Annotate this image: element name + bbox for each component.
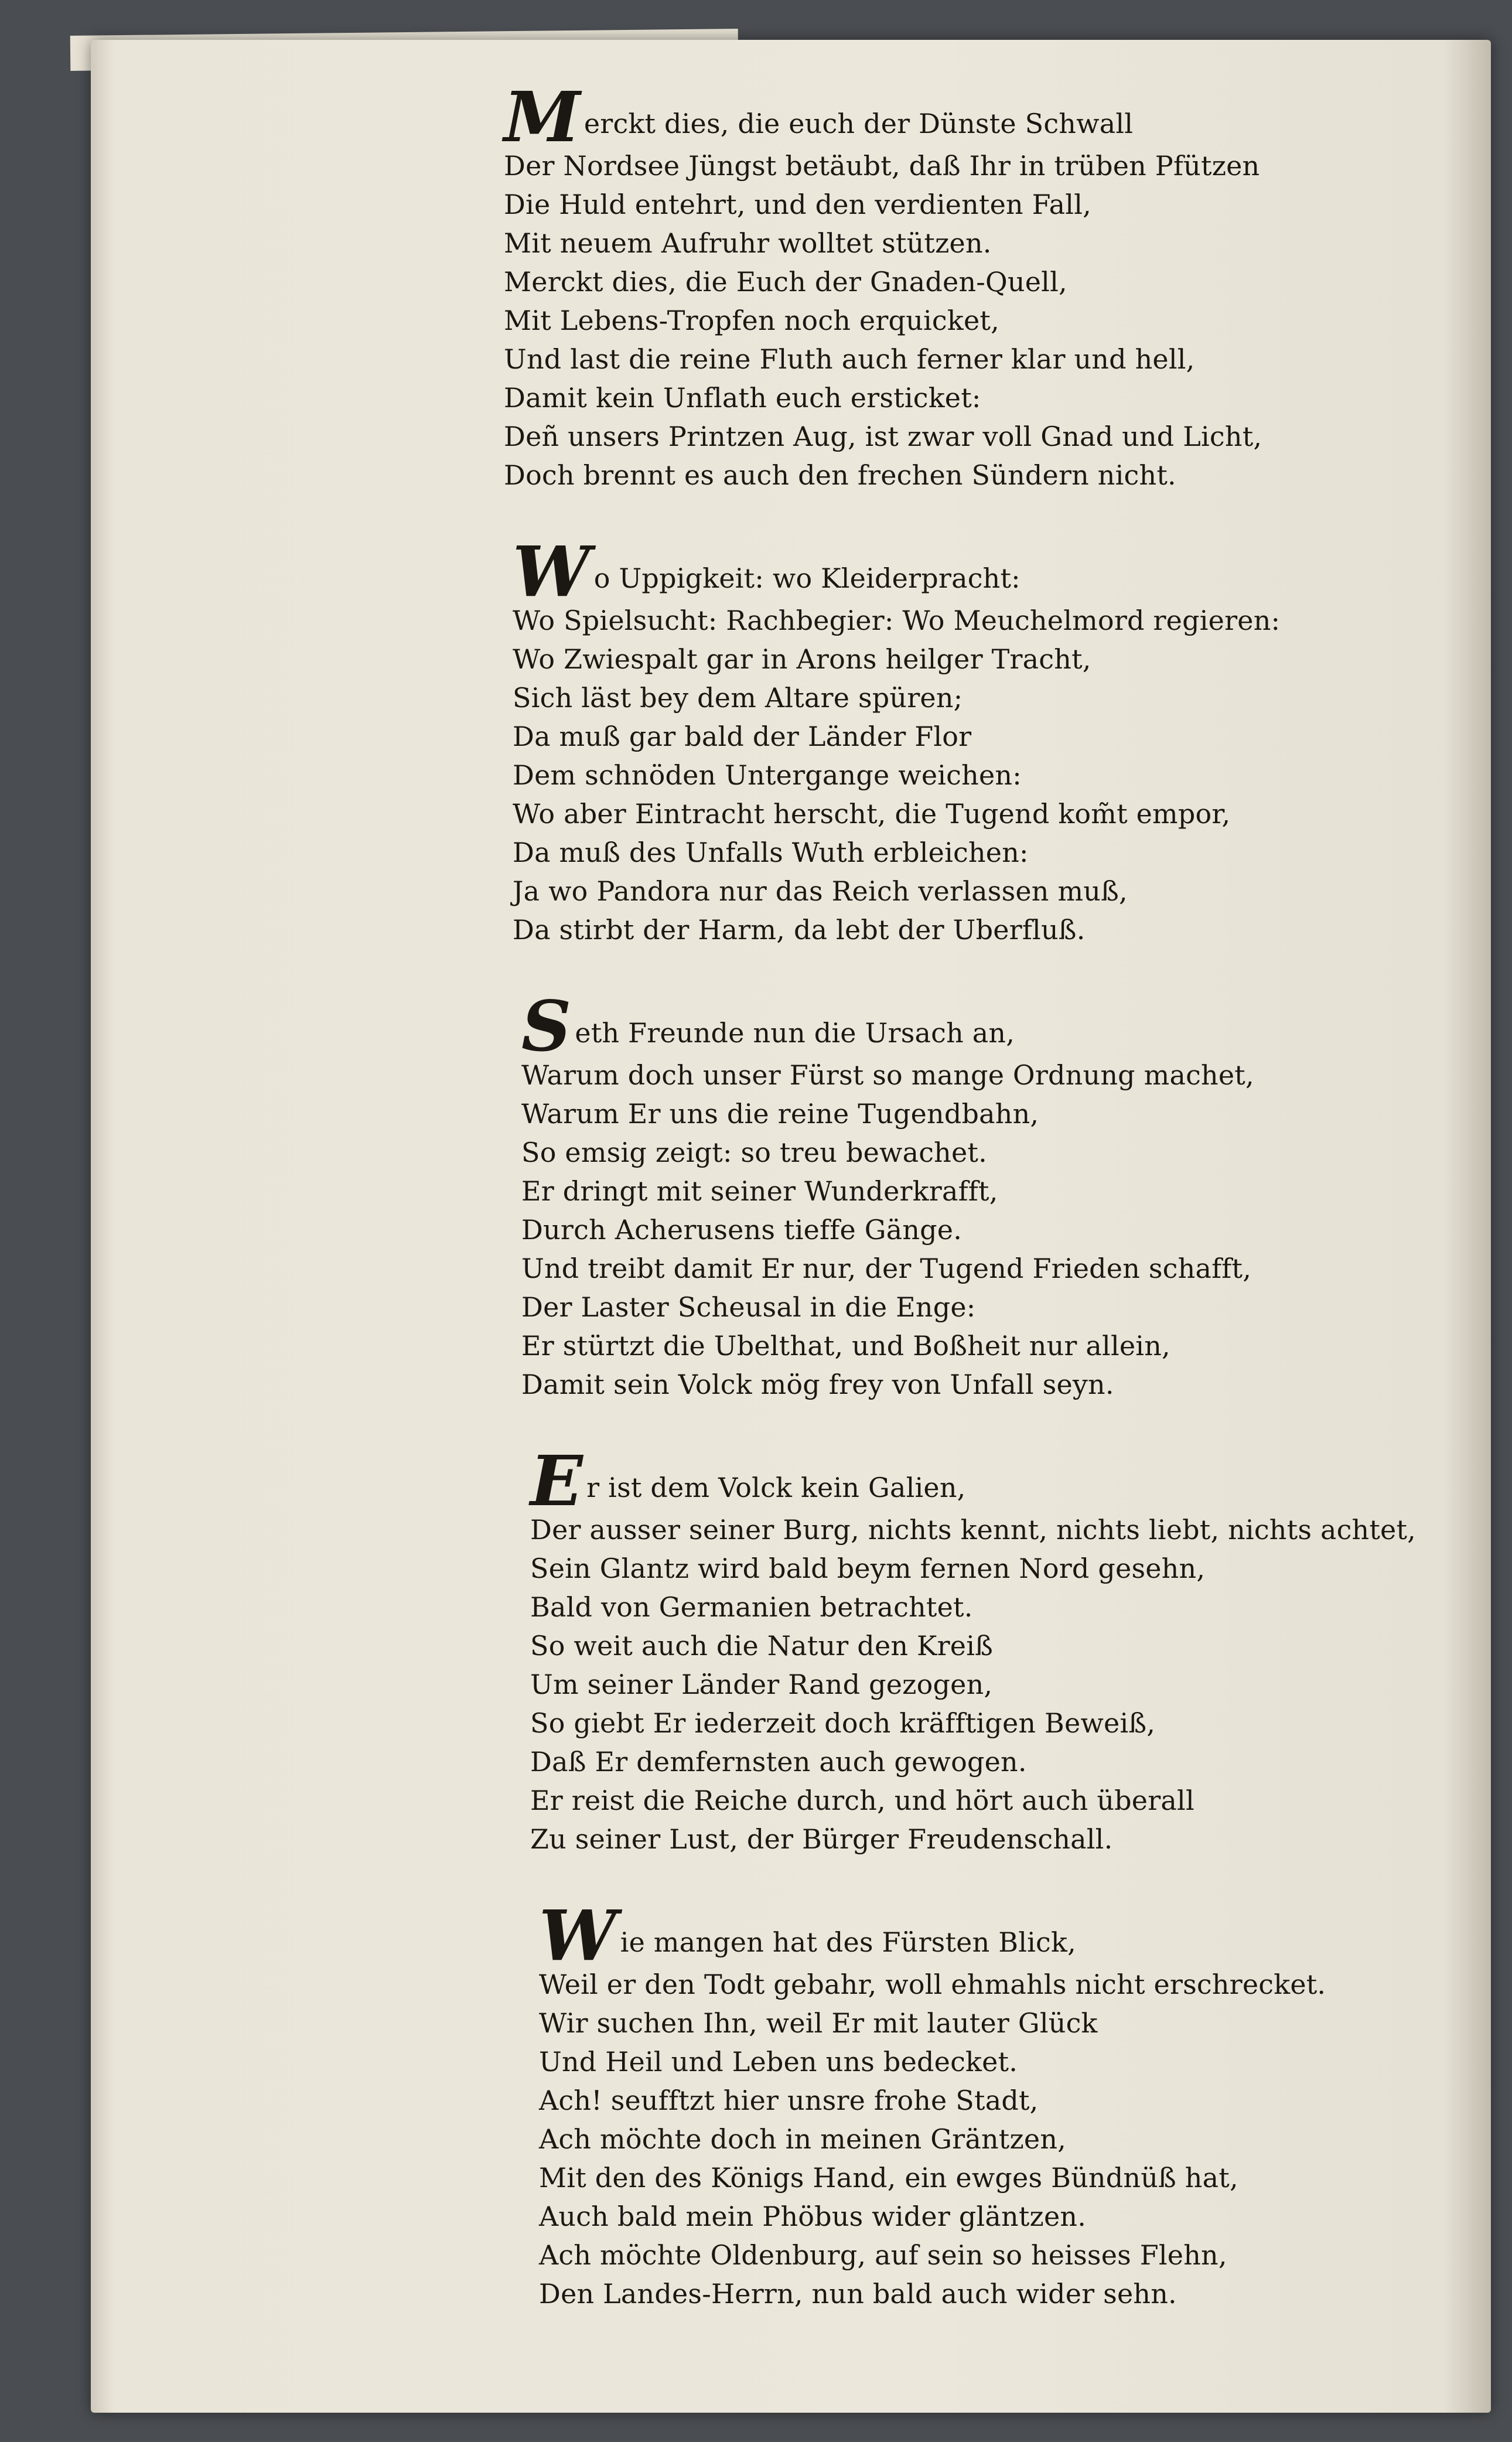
stanza-line: Sein Glantz wird bald beym fernen Nord gesehn, (530, 1553, 1206, 1584)
stanza-line: Deñ unsers Printzen Aug, ist zwar voll Gnad und Licht, (504, 421, 1262, 452)
stanza-line: Er dringt mit seiner Wunderkrafft, (521, 1175, 998, 1207)
stanza-5 (539, 1895, 1383, 2313)
stanza-line: Damit sein Volck mög frey von Unfall seyn. (521, 1369, 1114, 1400)
stanza-line: Und Heil und Leben uns bedecket. (539, 2046, 1018, 2078)
stanza-line: So emsig zeigt: so treu bewachet. (521, 1137, 987, 1168)
stanza-line: Er reist die Reiche durch, und hört auch überall (530, 1785, 1194, 1816)
stanza-line: Da muß gar bald der Länder Flor (513, 721, 972, 752)
stanza-line: Mit Lebens-Tropfen noch erquicket, (504, 305, 999, 336)
line-text: o Uppigkeit: wo Kleiderpracht: (593, 562, 1020, 594)
stanza-line: Weil er den Todt gebahr, woll ehmahls nicht erschrecket. (539, 1969, 1326, 2000)
stanza-line: Sich läst bey dem Altare spüren; (513, 682, 963, 714)
stanza-line: Er stürtzt die Ubelthat, und Boßheit nur allein, (521, 1330, 1170, 1362)
page-shadow-edge (1444, 40, 1491, 2413)
stanza-line: Da muß des Unfalls Wuth erbleichen: (513, 837, 1029, 868)
stanza-line: Und treibt damit Er nur, der Tugend Frieden schafft, (521, 1253, 1252, 1284)
stanza-line: Warum doch unser Fürst so mange Ordnung machet, (521, 1059, 1254, 1091)
stanza-line: Um seiner Länder Rand gezogen, (530, 1669, 993, 1700)
stanza-line (521, 985, 1383, 1067)
stanza-line: So weit auch die Natur den Kreiß (530, 1630, 994, 1662)
stanza-line: Doch brennt es auch den frechen Sündern nicht. (504, 459, 1176, 491)
drop-cap-initial: W (539, 1895, 617, 1976)
stanza-line: Der Nordsee Jüngst betäubt, daß Ihr in trüben Pfützen (504, 150, 1260, 182)
stanza-2 (513, 531, 1383, 949)
stanza-line (530, 1440, 1383, 1522)
drop-cap-initial: S (521, 985, 572, 1067)
stanza-line: Ja wo Pandora nur das Reich verlassen muß, (513, 875, 1128, 907)
stanza-line (513, 531, 1383, 612)
stanza-line: Ach möchte doch in meinen Gräntzen, (539, 2123, 1067, 2155)
stanza-line: Zu seiner Lust, der Bürger Freudenschall. (530, 1823, 1113, 1855)
stanza-line: Durch Acherusens tieffe Gänge. (521, 1214, 963, 1246)
drop-cap-initial: E (530, 1440, 583, 1522)
stanza-line: Der Laster Scheusal in die Enge: (521, 1291, 976, 1323)
stanza-line: Mit den des Königs Hand, ein ewges Bündnüß hat, (539, 2162, 1238, 2194)
stanza-line: Dem schnöden Untergange weichen: (513, 759, 1022, 791)
stanza-line: Und last die reine Fluth auch ferner klar und hell, (504, 343, 1195, 375)
poem-text (410, 76, 1416, 2361)
stanza-line: Merckt dies, die Euch der Gnaden-Quell, (504, 266, 1067, 298)
stanza-line: Warum Er uns die reine Tugendbahn, (521, 1098, 1039, 1130)
line-text: erckt dies, die euch der Dünste Schwall (583, 108, 1134, 139)
line-text: eth Freunde nun die Ursach an, (575, 1017, 1015, 1049)
stanza-line: Wir suchen Ihn, weil Er mit lauter Glück (539, 2007, 1098, 2039)
stanza-line: Wo Spielsucht: Rachbegier: Wo Meuchelmord regieren: (513, 605, 1281, 636)
stanza-3 (521, 985, 1383, 1404)
stanza-1 (504, 76, 1383, 494)
stanza-4 (530, 1440, 1416, 1858)
stanza-line: Auch bald mein Phöbus wider gläntzen. (539, 2201, 1087, 2232)
drop-cap-initial: W (513, 531, 591, 612)
stanza-line: Damit kein Unflath euch ersticket: (504, 382, 981, 414)
stanza-line: Wo aber Eintracht herscht, die Tugend kom̃t empor, (513, 798, 1231, 830)
stanza-line (504, 76, 1383, 158)
stanza-line: Da stirbt der Harm, da lebt der Uberfluß. (513, 914, 1086, 946)
stanza-line: Wo Zwiespalt gar in Arons heilger Tracht, (513, 643, 1091, 675)
stanza-line: Ach möchte Oldenburg, auf sein so heisses Flehn, (539, 2239, 1227, 2271)
stanza-line: Mit neuem Aufruhr wolltet stützen. (504, 227, 992, 259)
stanza-line: Daß Er demfernsten auch gewogen. (530, 1746, 1027, 1778)
stanza-line: Ach! seufftzt hier unsre frohe Stadt, (539, 2085, 1039, 2116)
stanza-line: Der ausser seiner Burg, nichts kennt, nichts liebt, nichts achtet, (530, 1514, 1416, 1546)
stanza-line (539, 1895, 1383, 1976)
stanza-line: Bald von Germanien betrachtet. (530, 1591, 973, 1623)
stanza-line: So giebt Er iederzeit doch kräfftigen Beweiß, (530, 1707, 1156, 1739)
stanza-line: Die Huld entehrt, und den verdienten Fall, (504, 189, 1091, 220)
line-text: ie mangen hat des Fürsten Blick, (620, 1926, 1076, 1958)
stanza-line: Den Landes-Herrn, nun bald auch wider sehn. (539, 2278, 1177, 2310)
line-text: r ist dem Volck kein Galien, (586, 1472, 966, 1503)
drop-cap-initial: M (504, 76, 581, 158)
